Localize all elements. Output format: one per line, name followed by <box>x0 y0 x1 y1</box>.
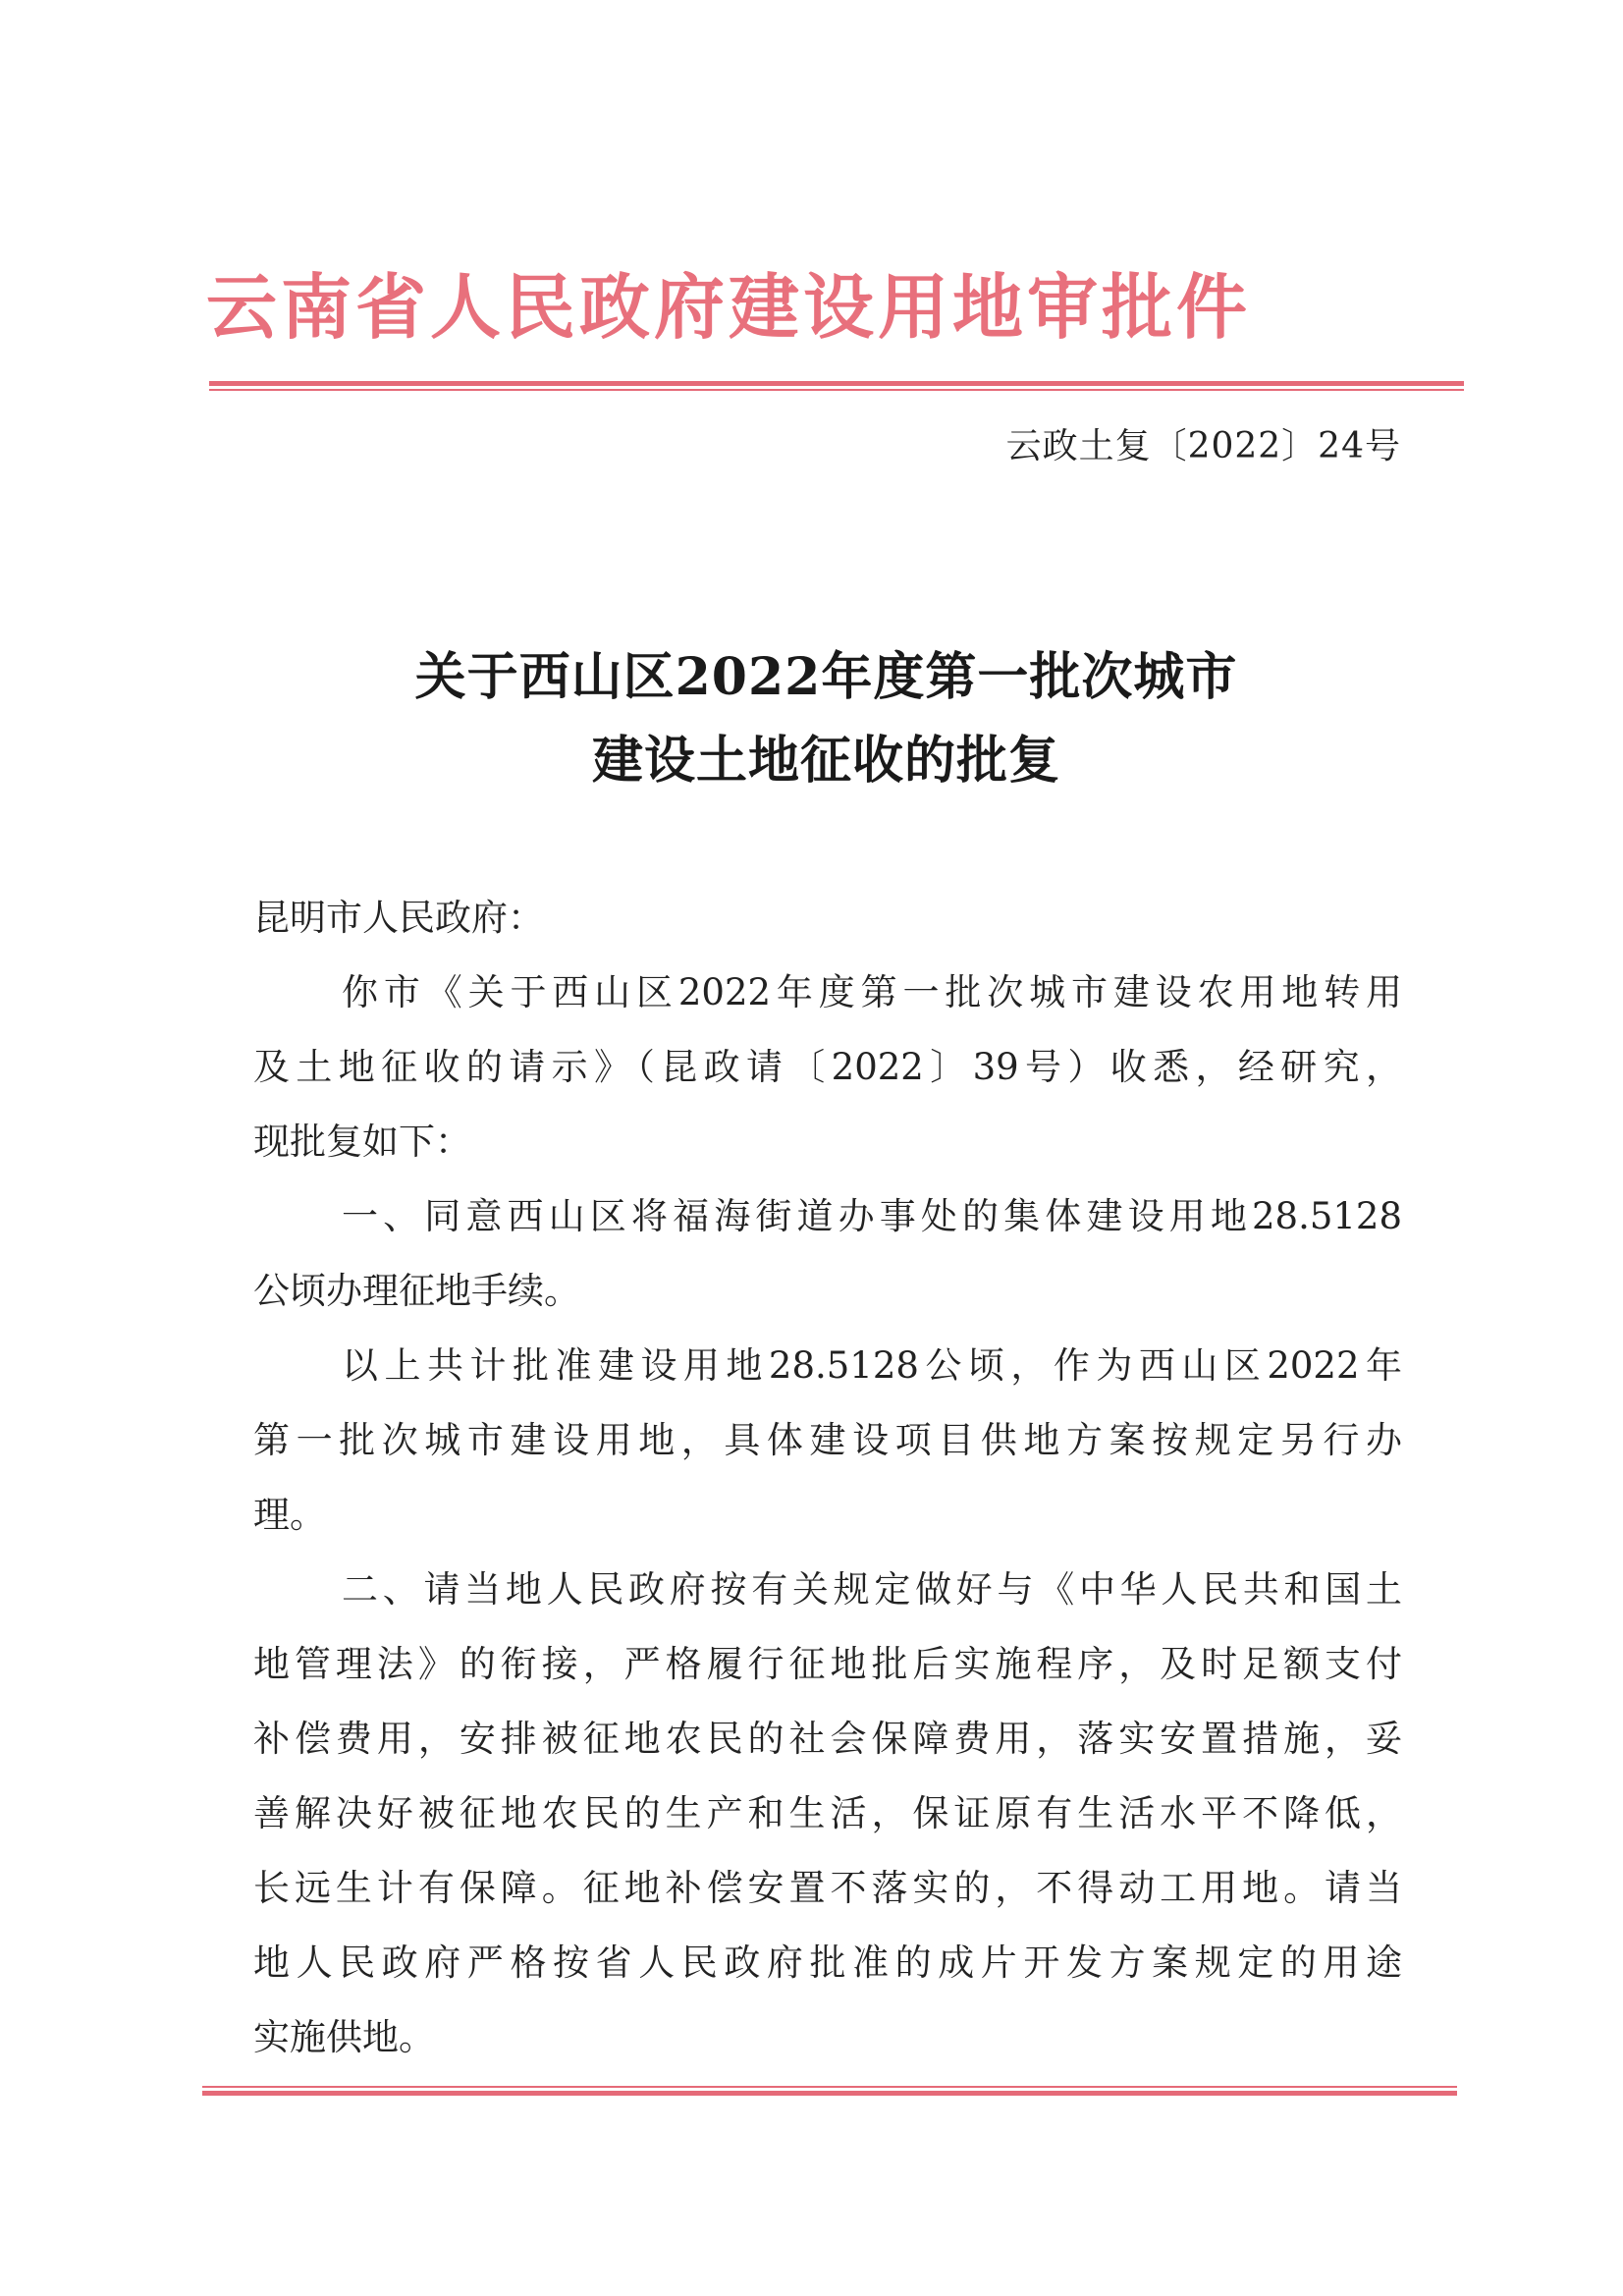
body-line: 现批复如下： <box>253 1121 471 1163</box>
body-line: 实施供地。 <box>253 2016 435 2058</box>
footer-rule-thick <box>202 2091 1457 2096</box>
header-title: 云南省人民政府建设用地审批件 <box>206 265 1252 349</box>
body-line: 地人民政府严格按省人民政府批准的成片开发方案规定的用途 <box>253 1941 1402 1984</box>
body-line: 及土地征收的请示》（昆政请〔2022〕39号）收悉，经研究， <box>253 1046 1402 1088</box>
body-line: 理。 <box>253 1494 326 1536</box>
body-line: 补偿费用，安排被征地农民的社会保障费用，落实安置措施，妥 <box>253 1718 1402 1760</box>
document-title-line-1: 关于西山区2022年度第一批次城市 <box>414 647 1238 707</box>
body-line: 二、请当地人民政府按有关规定做好与《中华人民共和国土 <box>342 1568 1402 1611</box>
document-title-line-2: 建设土地征收的批复 <box>591 731 1060 791</box>
body-line: 公顷办理征地手续。 <box>253 1270 580 1312</box>
body-line: 你市《关于西山区2022年度第一批次城市建设农用地转用 <box>342 971 1402 1013</box>
body-line: 长远生计有保障。征地补偿安置不落实的，不得动工用地。请当 <box>253 1867 1402 1909</box>
body-line: 地管理法》的衔接，严格履行征地批后实施程序，及时足额支付 <box>253 1643 1402 1685</box>
addressee: 昆明市人民政府： <box>253 897 544 939</box>
footer-rule-thin <box>202 2086 1457 2088</box>
header-rule-thin <box>209 389 1464 391</box>
body-line: 以上共计批准建设用地28.5128公顷，作为西山区2022年 <box>342 1344 1402 1387</box>
body-line: 一、同意西山区将福海街道办事处的集体建设用地28.5128 <box>342 1195 1402 1237</box>
header-rule-thick <box>209 381 1464 386</box>
document-number: 云政土复〔2022〕24号 <box>1005 426 1401 466</box>
body-line: 第一批次城市建设用地，具体建设项目供地方案按规定另行办 <box>253 1419 1402 1461</box>
body-line: 善解决好被征地农民的生产和生活，保证原有生活水平不降低， <box>253 1792 1402 1834</box>
